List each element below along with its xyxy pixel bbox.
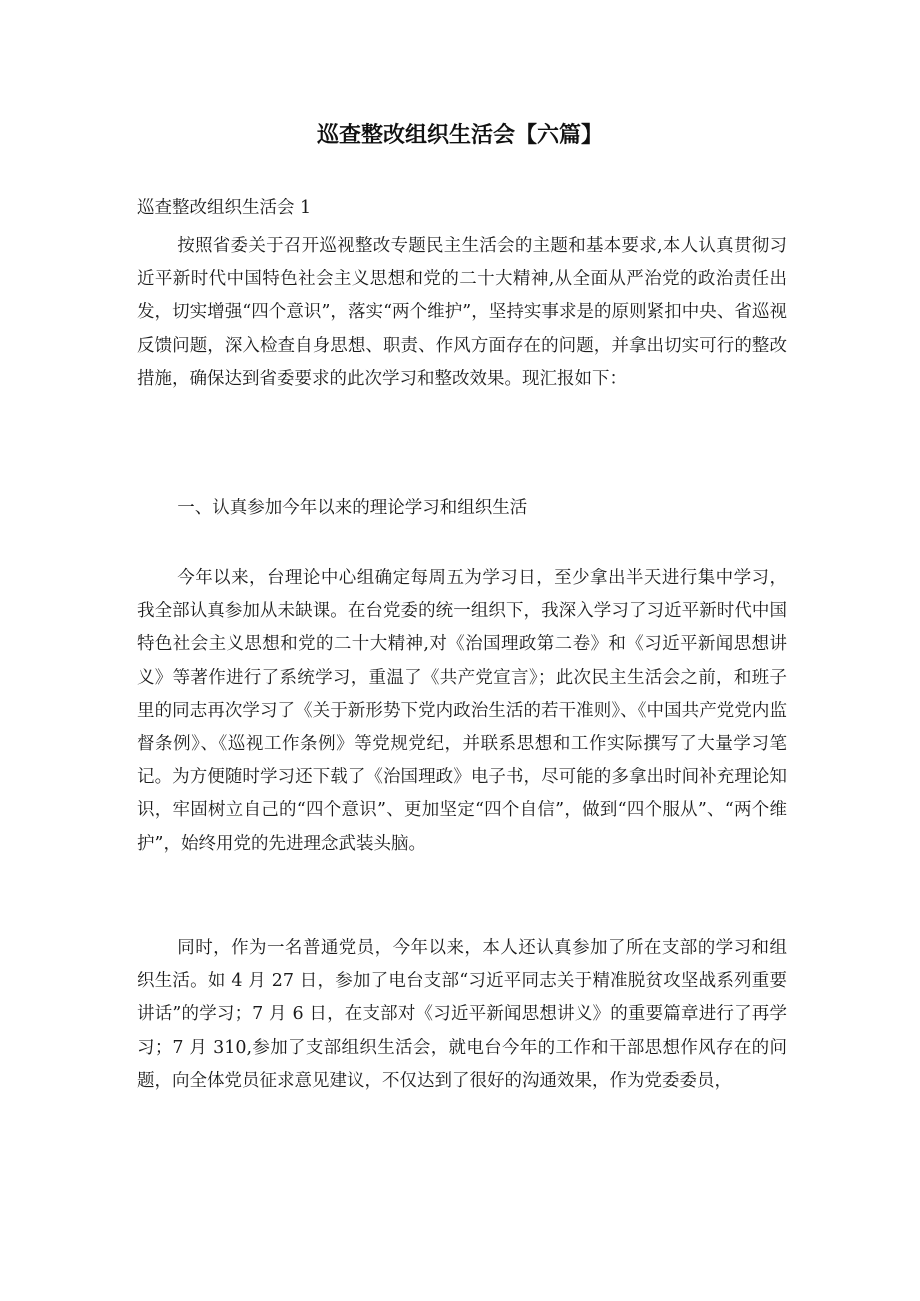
paragraph-branch-activities: 同时，作为一名普通党员，今年以来，本人还认真参加了所在支部的学习和组织生活。如 4 月 27 日，参加了电台支部“习近平同志关于精准脱贫攻坚战系列重要讲话”的学习；7 月 6 日，在支部对《习近平新闻思想讲义》的重要篇章进行了再学习；7 月 310,参加了支部组织生活会，就电台今年的工作和干部思想作风存在的问题，向全体党员征求意见建议，不仅达到了很好的沟通效果，作为党委委员， xyxy=(137,938,787,1091)
paragraph-intro: 按照省委关于召开巡视整改专题民主生活会的主题和基本要求,本人认真贯彻习近平新时代中国特色社会主义思想和党的二十大精神,从全面从严治党的政治责任出发，切实增强“四个意识”，落实“两个维护”，坚持实事求是的原则紧扣中央、省巡视反馈问题，深入检查自身思想、职责、作风方面存在的问题，并拿出切实可行的整改措施，确保达到省委要求的此次学习和整改效果。现汇报如下： xyxy=(137,236,787,389)
document-title: 巡查整改组织生活会【六篇】 xyxy=(316,123,603,148)
paragraph-theory-study: 今年以来，台理论中心组确定每周五为学习日，至少拿出半天进行集中学习，我全部认真参加从未缺课。在台党委的统一组织下，我深入学习了习近平新时代中国特色社会主义思想和党的二十大精神,对《治国理政第二卷》和《习近平新闻思想讲义》等著作进行了系统学习，重温了《共产党宣言》；此次民主生活会之前，和班子里的同志再次学习了《关于新形势下党内政治生活的若干准则》、《中国共产党党内监督条例》、《巡视工作条例》等党规党纪，并联系思想和工作实际撰写了大量学习笔记。为方便随时学习还下载了《治国理政》电子书，尽可能的多拿出时间补充理论知识，牢固树立自己的“四个意识”、更加坚定“四个自信”，做到“四个服从”、“两个维护”，始终用党的先进理念武装头脑。 xyxy=(137,568,787,854)
heading-theory-study: 一、认真参加今年以来的理论学习和组织生活 xyxy=(177,498,528,518)
section-heading: 巡查整改组织生活会 1 xyxy=(137,198,312,218)
